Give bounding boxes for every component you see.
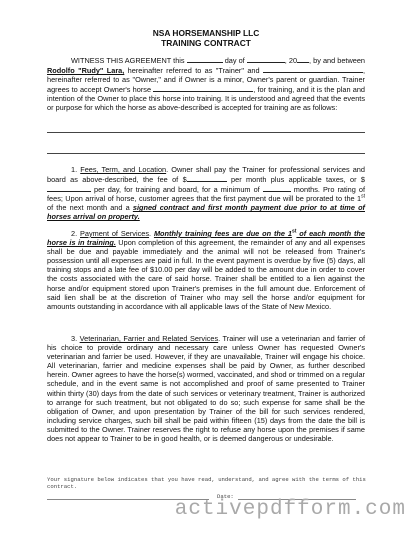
horse-name-blank[interactable] xyxy=(153,84,253,92)
emphasis-text: Monthly training fees are due on the 1 xyxy=(153,229,292,238)
document-title: TRAINING CONTRACT xyxy=(161,38,251,48)
section-number: 3. xyxy=(71,334,80,343)
day-blank[interactable] xyxy=(187,55,223,63)
section-heading: Veterinarian, Farrier and Related Services xyxy=(79,334,219,343)
org-title: NSA HORSEMANSHIP LLC xyxy=(152,28,260,38)
purpose-line-2[interactable] xyxy=(47,153,365,154)
owner-name-blank[interactable] xyxy=(263,65,363,73)
ordinal-suffix: st xyxy=(291,228,297,235)
currency-symbol: $ xyxy=(360,175,365,185)
section-heading: Fees, Term, and Location xyxy=(80,165,167,174)
minimum-months-blank[interactable] xyxy=(263,184,291,192)
section-payment xyxy=(47,229,365,311)
signature-note: Your signature below indicates that you have read, understand, and agree with the terms of this contract. xyxy=(47,476,366,490)
section-text: . Trainer will use a veterinarian and farrier of his choice to provide ordinary and necessary care unless Owner has requested Owner's veterinarian and farrier be used. However, if they are unavailable, Trainer will engage his choice. All veterinarian, farrier and medicine expenses shall be paid by Owner, as further described herein. Owner agrees to have the horse(s) wormed, vaccinated, and shod or trimmed on a regular schedule, and in the event same is not accomplished and proof of same presented to Trainer within thirty (30) days from the date of such services or veterinary treatment, Trainer is authorized to arrange for such treatment, but not obligated to do so; such expense for same shall be the obligation of Owner, and upon presentation by Trainer of the bill for such services rendered, including service charges, such bill shall be paid within fifteen (15) days from the date the bill is submitted to the Owner. Trainer reserves the right to refuse any horse upon the premises if same does not appear to Trainer to be in good health, or is deemed dangerous or undesirable. xyxy=(47,334,365,444)
ordinal-suffix: st xyxy=(361,193,365,200)
section-text: . Owner shall pay the Trainer for professional services and board as above-described, the fee of xyxy=(47,165,365,185)
section-text: . xyxy=(149,229,154,238)
intro-text: day of xyxy=(222,56,247,65)
intro-text: hereinafter referred to as "Trainer" and xyxy=(124,66,263,76)
section-number: 2. xyxy=(71,229,80,238)
section-fees xyxy=(47,165,365,222)
month-blank[interactable] xyxy=(247,55,285,63)
purpose-line-1[interactable] xyxy=(47,132,365,133)
monthly-fee-blank[interactable] xyxy=(187,174,227,182)
section-text: Upon completion of this agreement, the remainder of any and all expenses shall be due and payable immediately and the animal will not be released from Trainer's possession until all expenses are paid in full. In the event payment is overdue by five (5) days, all training stops and a late fee of $10.00 per day will be added to the amount due in order to cover the costs associated with the care of said horse. Trainer shall be entitled to a lien against the horse and/or equipment stored upon Trainer's premises in the full amount due. Enforcement of said lien shall be at the discretion of Trainer who may sell the horse and/or equipment for amounts outstanding in accordance with all applicable laws of the State of New Mexico. xyxy=(47,238,365,311)
daily-fee-blank[interactable] xyxy=(47,184,91,192)
emphasis-text: of each month the horse is in training. xyxy=(47,229,365,248)
date-label: Date: xyxy=(217,493,234,500)
section-text: months. Pro rating of fees; Upon arrival of horse, customer agrees that the first payment due will be prorated to the 1 xyxy=(47,185,365,204)
intro-text: WITNESS THIS AGREEMENT this xyxy=(71,56,187,65)
section-text: per day, for training and board, for a minimum of xyxy=(91,185,263,195)
section-veterinarian xyxy=(47,334,365,443)
section-text: per month plus applicable taxes, or xyxy=(226,175,361,185)
section-heading: Payment of Services xyxy=(80,229,150,238)
watermark-text: activepdfform.com xyxy=(174,498,406,521)
currency-symbol: $ xyxy=(182,175,187,185)
intro-paragraph xyxy=(47,55,365,113)
section-text: of the next month and a xyxy=(47,203,133,213)
intro-text: , by and between xyxy=(309,56,366,65)
year-blank[interactable] xyxy=(297,55,309,63)
section-number: 1. xyxy=(71,165,81,174)
intro-text: , hereinafter referred to as "Owner," and if Owner is a minor, Owner's parent or guardian. Trainer agrees to accept Owner's horse xyxy=(47,66,365,95)
intro-text: , for training, and it is the plan and intention of the Owner to place this horse into training. It is understood and agreed that the events or purpose for which the horse as above-described is accepted for training are as follows: xyxy=(47,85,365,113)
trainer-name: Rodolfo "Rudy" Lara, xyxy=(47,66,125,76)
emphasis-text: signed contract and first month payment due prior to at time of horses arrival on property. xyxy=(47,203,365,222)
intro-text: , 20 xyxy=(284,56,298,65)
